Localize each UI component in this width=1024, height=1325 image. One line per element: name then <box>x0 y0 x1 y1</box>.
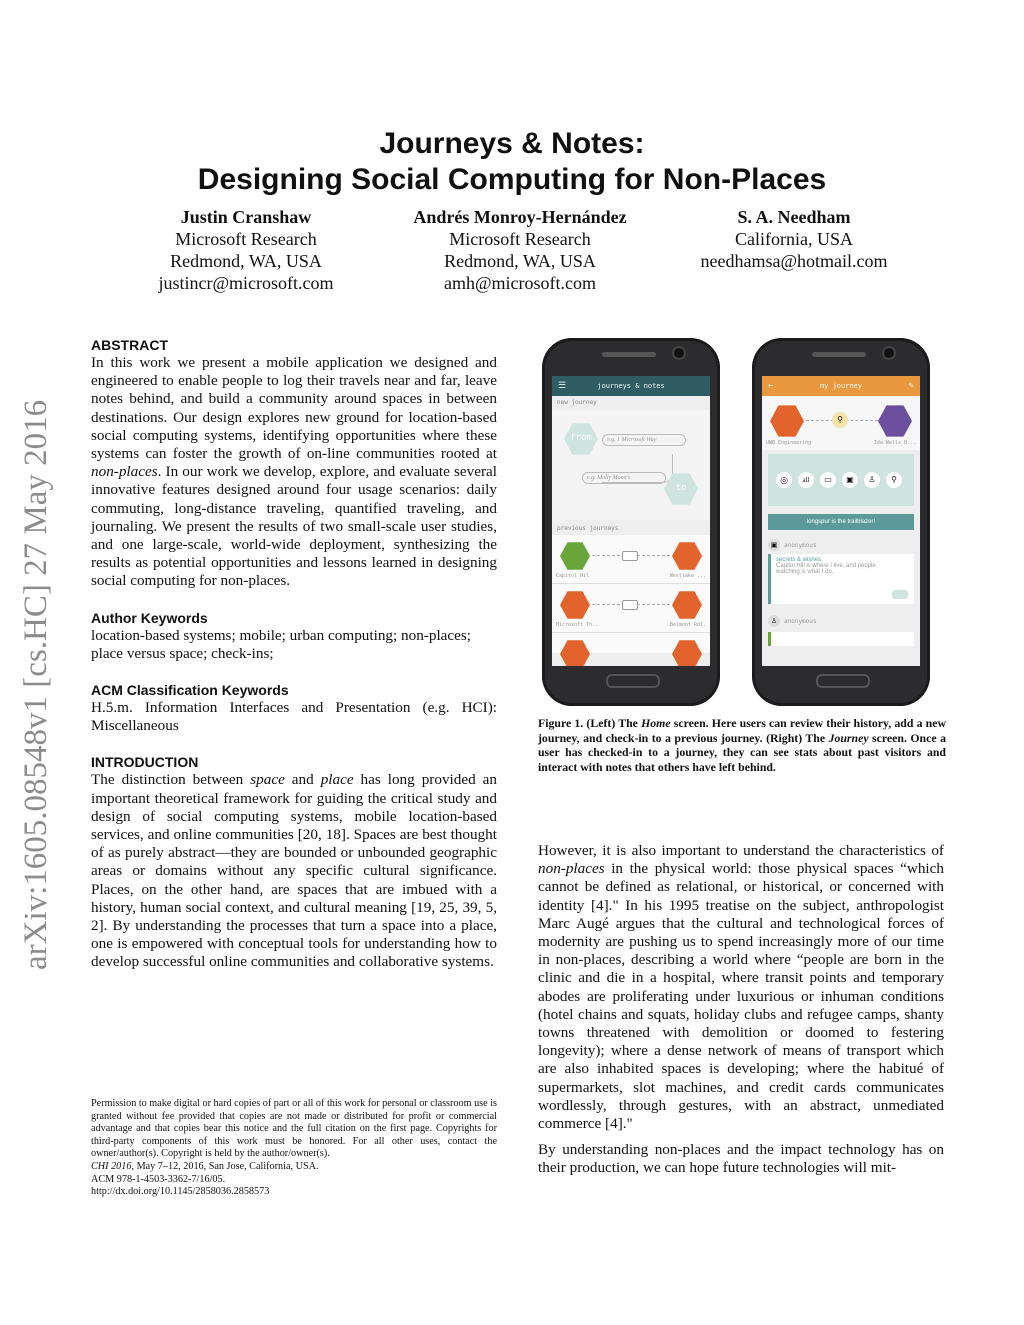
utensils-icon <box>770 404 804 438</box>
utensils-icon <box>560 639 590 666</box>
phone-home-screen <box>542 338 720 706</box>
bus-avatar-icon: ▣ <box>768 539 780 551</box>
author-name: S. A. Needham <box>737 207 851 227</box>
phone-journey-screen <box>752 338 930 706</box>
note-card-partial[interactable] <box>768 632 914 646</box>
previous-journey-row[interactable] <box>552 535 710 584</box>
journey-screen <box>762 376 920 666</box>
note-title: secrets & wishes <box>776 557 822 563</box>
to-label: to <box>675 483 687 493</box>
doi-link[interactable]: http://dx.doi.org/10.1145/2858036.2858573 <box>91 1186 270 1198</box>
phone-camera <box>674 348 684 358</box>
journey-endpoints <box>762 396 920 450</box>
bike-icon: ⚲ <box>832 412 848 428</box>
author-name: Andrés Monroy-Hernández <box>413 207 627 227</box>
home-app-bar <box>552 376 710 396</box>
row-to: Westlake ... <box>669 573 706 579</box>
abstract-text: In this work we present a mobile application we designed and engineered to enable people to log their travels near and far, leave notes behind, and build a community around spaces in between destinations. Our design explores new ground for location-based social computing systems, identifying opportunities where these systems can foster the growth of on-line communities rooted at non-places. In our work we develop, explore, and evaluate several innovative features designed around four usage scenarios: daily commuting, long-distance traveling, quantified traveling, and journaling. We present the results of two small-scale user studies, and one large-scale, world-wide deployment, synthesizing the results as potential opportunities and lessons learned in designing social computing for non-places. <box>91 354 497 590</box>
author-name: Justin Cranshaw <box>180 207 312 227</box>
conference-line: CHI 2016, May 7–12, 2016, San Jose, California, USA. <box>91 1160 319 1172</box>
author-keywords-heading: Author Keywords <box>91 609 208 626</box>
ufo-icon: ◎ <box>776 472 792 488</box>
train-icon <box>622 551 638 561</box>
from-input[interactable]: e.g. 1 Microsoft Way <box>602 434 686 446</box>
home-screen <box>552 376 710 666</box>
journey-app-bar <box>762 376 920 396</box>
author-location: Redmond, WA, USA <box>170 251 322 271</box>
from-label: from <box>570 433 592 443</box>
row-from: Capitol Hil <box>556 573 590 579</box>
figure-caption: Figure 1. (Left) The Home screen. Here users can review their history, add a new journey, and check-in to a previous journey. (Right) The Journey screen. Once a user has checked-in to a journey, they can see stats about past visitors and interact with notes that others have left behind. <box>538 716 946 774</box>
trailblazer-banner: longspur is the trailblazer! <box>768 514 914 530</box>
car-icon[interactable]: ▭ <box>820 472 836 488</box>
home-app-title: journeys & notes <box>597 382 665 390</box>
author-email[interactable]: needhamsa@hotmail.com <box>700 251 888 271</box>
note-author-row <box>762 606 920 630</box>
back-arrow-icon[interactable]: ← <box>768 381 774 391</box>
permission-notice <box>91 1098 497 1199</box>
continuation-paragraph: By understanding non-places and the impact technology has on their production, we can hope future technologies will mit- <box>538 1141 944 1177</box>
author-affiliation: California, USA <box>735 229 853 249</box>
bus-icon[interactable]: ▣ <box>842 472 858 488</box>
acm-keywords-text: H.5.m. Information Interfaces and Presentation (e.g. HCI): Miscellaneous <box>91 699 497 735</box>
author-keywords-text: location-based systems; mobile; urban computing; non-places; place versus space; check-ins; <box>91 626 472 662</box>
visitor-stats-panel <box>768 454 914 506</box>
settings-hex-icon <box>878 404 912 438</box>
note-card[interactable] <box>768 554 914 604</box>
utensils-icon <box>672 639 702 666</box>
edit-icon[interactable]: ✎ <box>908 381 914 391</box>
journey-from: UWB Engineering <box>766 440 812 446</box>
phone-camera <box>884 348 894 358</box>
phone-speaker <box>602 352 656 357</box>
utensils-icon <box>672 541 702 571</box>
previous-journeys-label: previous journeys <box>557 525 619 532</box>
phone-home-button[interactable] <box>816 674 870 688</box>
left-column <box>91 336 497 972</box>
journey-to: Ida Wells B... <box>873 440 916 446</box>
phone-home-button[interactable] <box>606 674 660 688</box>
note-author: anonymous <box>784 541 817 549</box>
train-icon <box>622 600 638 610</box>
non-places-paragraph: However, it is also important to understand the characteristics of non-places in the physical world: those physical spaces “which cannot be defined as relational, or historical, or concerned with identity [4]." In his 1995 treatise on the subject, anthropologist Marc Augé argues that the cultural and technological forces of modernity are pushing us to spend increasingly more of our time in non-places, describing a world where “people are born in the clinic and die in a hospital, where transit points and temporary abodes are proliferating under luxurious or inhuman conditions (hotel chains and squats, holiday clubs and refugee camps, shanty towns threatened with demolition or doomed to festering longevity); where a dense network of means of transport which are also inhabited spaces is developing; where the habitué of supermarkets, slot machines, and credit cards communicates wordlessly, through gestures, with an abstract, unmediated commerce [4]." <box>538 842 944 1133</box>
author-block-1 <box>96 206 396 294</box>
acm-keywords-heading: ACM Classification Keywords <box>91 682 289 699</box>
permission-text: Permission to make digital or hard copies of part or all of this work for personal or classroom use is granted without fee provided that copies are not made or distributed for profit or commercial advantage and that copies bear this notice and the full citation on the first page. Copyrights for third-party components of this work must be honored. For all other uses, contact the owner/author(s). Copyright is held by the author/owner(s). <box>91 1098 497 1160</box>
previous-journey-row-partial[interactable] <box>552 633 710 653</box>
author-location: Redmond, WA, USA <box>444 251 596 271</box>
author-block-3 <box>644 206 944 272</box>
introduction-heading: INTRODUCTION <box>91 754 199 771</box>
tent-icon <box>560 541 590 571</box>
arxiv-side-stamp <box>14 340 58 970</box>
utensils-icon <box>560 590 590 620</box>
to-input[interactable]: e.g. Molly Moon's <box>582 472 666 484</box>
right-column <box>538 842 944 1178</box>
ticket-icon <box>672 590 702 620</box>
introduction-text: The distinction between space and place has long provided an important theoretical framework for guiding the critical study and design of social computing systems, mobile location-based services, and online communities [20, 18]. Spaces are best thought of as purely abstract—they are bounded or unbounded geographic areas or domains without any specific cultural significance. Places, on the other hand, are spaces that are imbued with a history, human social context, and cultural meaning [19, 25, 39, 5, 2]. By understanding the processes that turn a space into a place, one is empowered with conceptual tools for understanding how to develop successful online communities and collaborative systems. <box>91 771 497 971</box>
journey-app-title: my journey <box>819 382 863 390</box>
new-journey-label: new journey <box>557 399 597 406</box>
bicycle-icon[interactable]: ⚲ <box>886 472 902 488</box>
author-block-2 <box>370 206 670 294</box>
arxiv-identifier: arXiv:1605.08548v1 [cs.HC] 27 May 2016 <box>18 399 54 970</box>
note-author: anonymous <box>784 617 817 625</box>
note-text: Capitol Hill is where I live, and people watching is what I do. <box>776 563 876 575</box>
author-email[interactable]: amh@microsoft.com <box>443 273 597 293</box>
author-affiliation: Microsoft Research <box>449 229 591 249</box>
abstract-heading: ABSTRACT <box>91 337 168 353</box>
row-from: Microsoft Th.. <box>556 622 599 628</box>
new-journey-card[interactable] <box>552 410 710 520</box>
isbn-line: ACM 978-1-4503-3362-7/16/05. <box>91 1173 226 1185</box>
note-author-row <box>762 534 920 552</box>
previous-journey-row[interactable] <box>552 584 710 633</box>
walk-avatar-icon: ♙ <box>768 615 780 627</box>
phone-speaker <box>812 352 866 357</box>
row-to: Belmont Rdl. <box>669 622 706 628</box>
paper-title-line1: Journeys & Notes: <box>379 127 645 160</box>
stat-all[interactable]: all <box>798 472 814 488</box>
author-affiliation: Microsoft Research <box>175 229 317 249</box>
reply-icon[interactable] <box>892 590 908 599</box>
walk-icon[interactable]: ♙ <box>864 472 880 488</box>
author-email[interactable]: justincr@microsoft.com <box>158 273 334 293</box>
menu-icon[interactable]: ☰ <box>558 381 567 391</box>
paper-title-line2: Designing Social Computing for Non-Places <box>197 163 827 196</box>
